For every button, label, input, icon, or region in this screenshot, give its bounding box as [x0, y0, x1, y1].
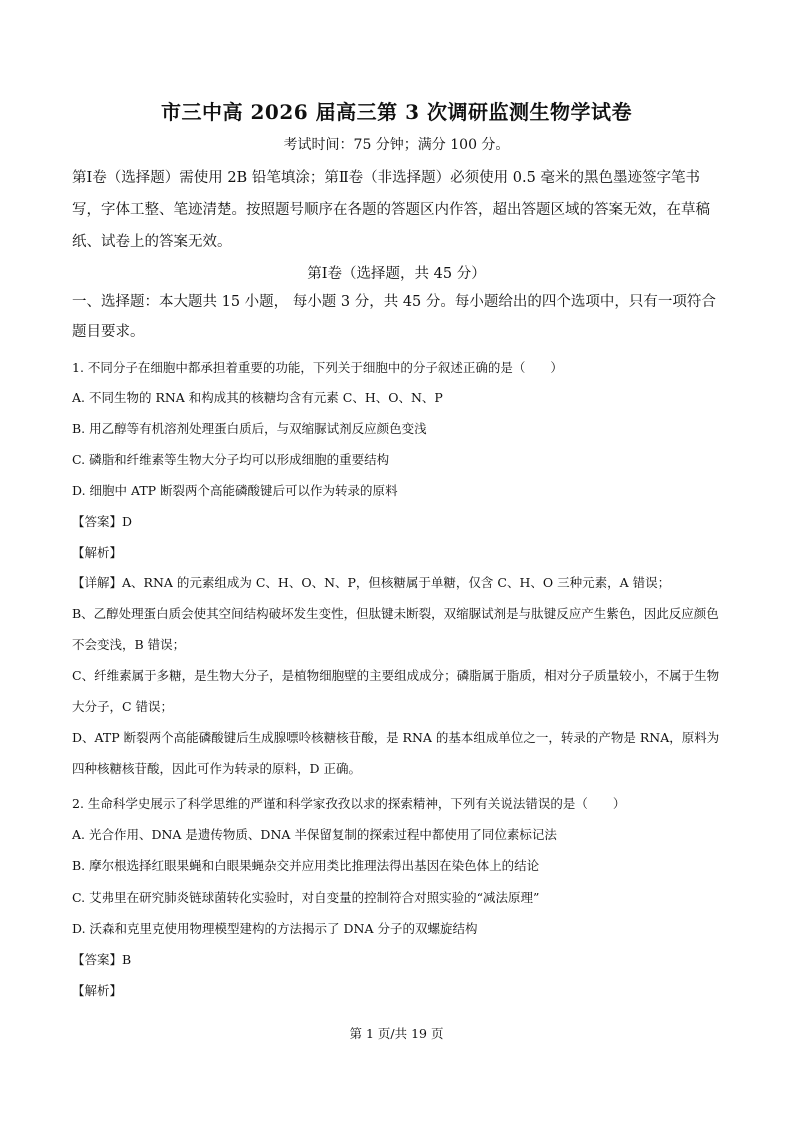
- question-1-stem: 1. 不同分子在细胞中都承担着重要的功能，下列关于细胞中的分子叙述正确的是（ ）: [72, 360, 563, 375]
- section-intro: 一、选择题：本大题共 15 小题， 每小题 3 分，共 45 分。每小题给出的四个选项中，只有一项符合题目要求。: [72, 294, 716, 340]
- question-2-option-d: D. 沃森和克里克使用物理模型建构的方法揭示了 DNA 分子的双螺旋结构: [72, 921, 478, 936]
- question-1-detail-a: 【详解】A、RNA 的元素组成为 C、H、O、N、P，但核糖属于单糖，仅含 C、H、O 三种元素，A 错误；: [72, 575, 671, 590]
- question-1-analysis-label: 【解析】: [72, 545, 123, 560]
- question-1-detail-c: C、纤维素属于多糖，是生物大分子，是植物细胞壁的主要组成成分；磷脂属于脂质，相对分子质量较小，不属于生物大分子，C 错误；: [72, 668, 720, 714]
- exam-instructions: 第Ⅰ卷（选择题）需使用 2B 铅笔填涂；第Ⅱ卷（非选择题）必须使用 0.5 毫米的黑色墨迹签字笔书写，字体工整、笔迹清楚。按照题号顺序在各题的答题区内作答，超出答题区域的答案无效，在草稿纸、试卷上的答案无效。: [72, 170, 710, 250]
- question-1-option-d: D. 细胞中 ATP 断裂两个高能磷酸键后可以作为转录的原料: [72, 483, 398, 498]
- question-1-option-b: B. 用乙醇等有机溶剂处理蛋白质后，与双缩脲试剂反应颜色变浅: [72, 421, 427, 436]
- question-2-analysis-label: 【解析】: [72, 983, 123, 998]
- question-1-option-a: A. 不同生物的 RNA 和构成其的核糖均含有元素 C、H、O、N、P: [72, 390, 443, 405]
- exam-subtitle: 考试时间：75 分钟；满分 100 分。: [283, 137, 510, 153]
- question-1-option-c: C. 磷脂和纤维素等生物大分子均可以形成细胞的重要结构: [72, 452, 390, 467]
- page-footer: 第 1 页/共 19 页: [349, 1026, 444, 1041]
- section-title: 第Ⅰ卷（选择题，共 45 分）: [307, 266, 486, 282]
- question-2-option-c: C. 艾弗里在研究肺炎链球菌转化实验时，对自变量的控制符合对照实验的“减法原理”: [72, 890, 540, 905]
- question-2-option-a: A. 光合作用、DNA 是遗传物质、DNA 半保留复制的探索过程中都使用了同位素标记法: [72, 827, 557, 842]
- question-2-answer: 【答案】B: [72, 952, 132, 967]
- question-2-stem: 2. 生命科学史展示了科学思维的严谨和科学家孜孜以求的探索精神，下列有关说法错误的是（ ）: [72, 796, 626, 811]
- question-2-option-b: B. 摩尔根选择红眼果蝇和白眼果蝇杂交并应用类比推理法得出基因在染色体上的结论: [72, 858, 540, 873]
- question-1-answer: 【答案】D: [72, 514, 133, 529]
- question-1-detail-b: B、乙醇处理蛋白质会使其空间结构破坏发生变性，但肽键未断裂，双缩脲试剂是与肽键反应产生紫色，因此反应颜色不会变浅，B 错误；: [72, 606, 719, 652]
- exam-title: 市三中高 2026 届高三第 3 次调研监测生物学试卷: [161, 100, 632, 124]
- question-1-detail-d: D、ATP 断裂两个高能磷酸键后生成腺嘌呤核糖核苷酸，是 RNA 的基本组成单位之一，转录的产物是 RNA，原料为四种核糖核苷酸，因此可作为转录的原料，D 正确。: [72, 730, 720, 776]
